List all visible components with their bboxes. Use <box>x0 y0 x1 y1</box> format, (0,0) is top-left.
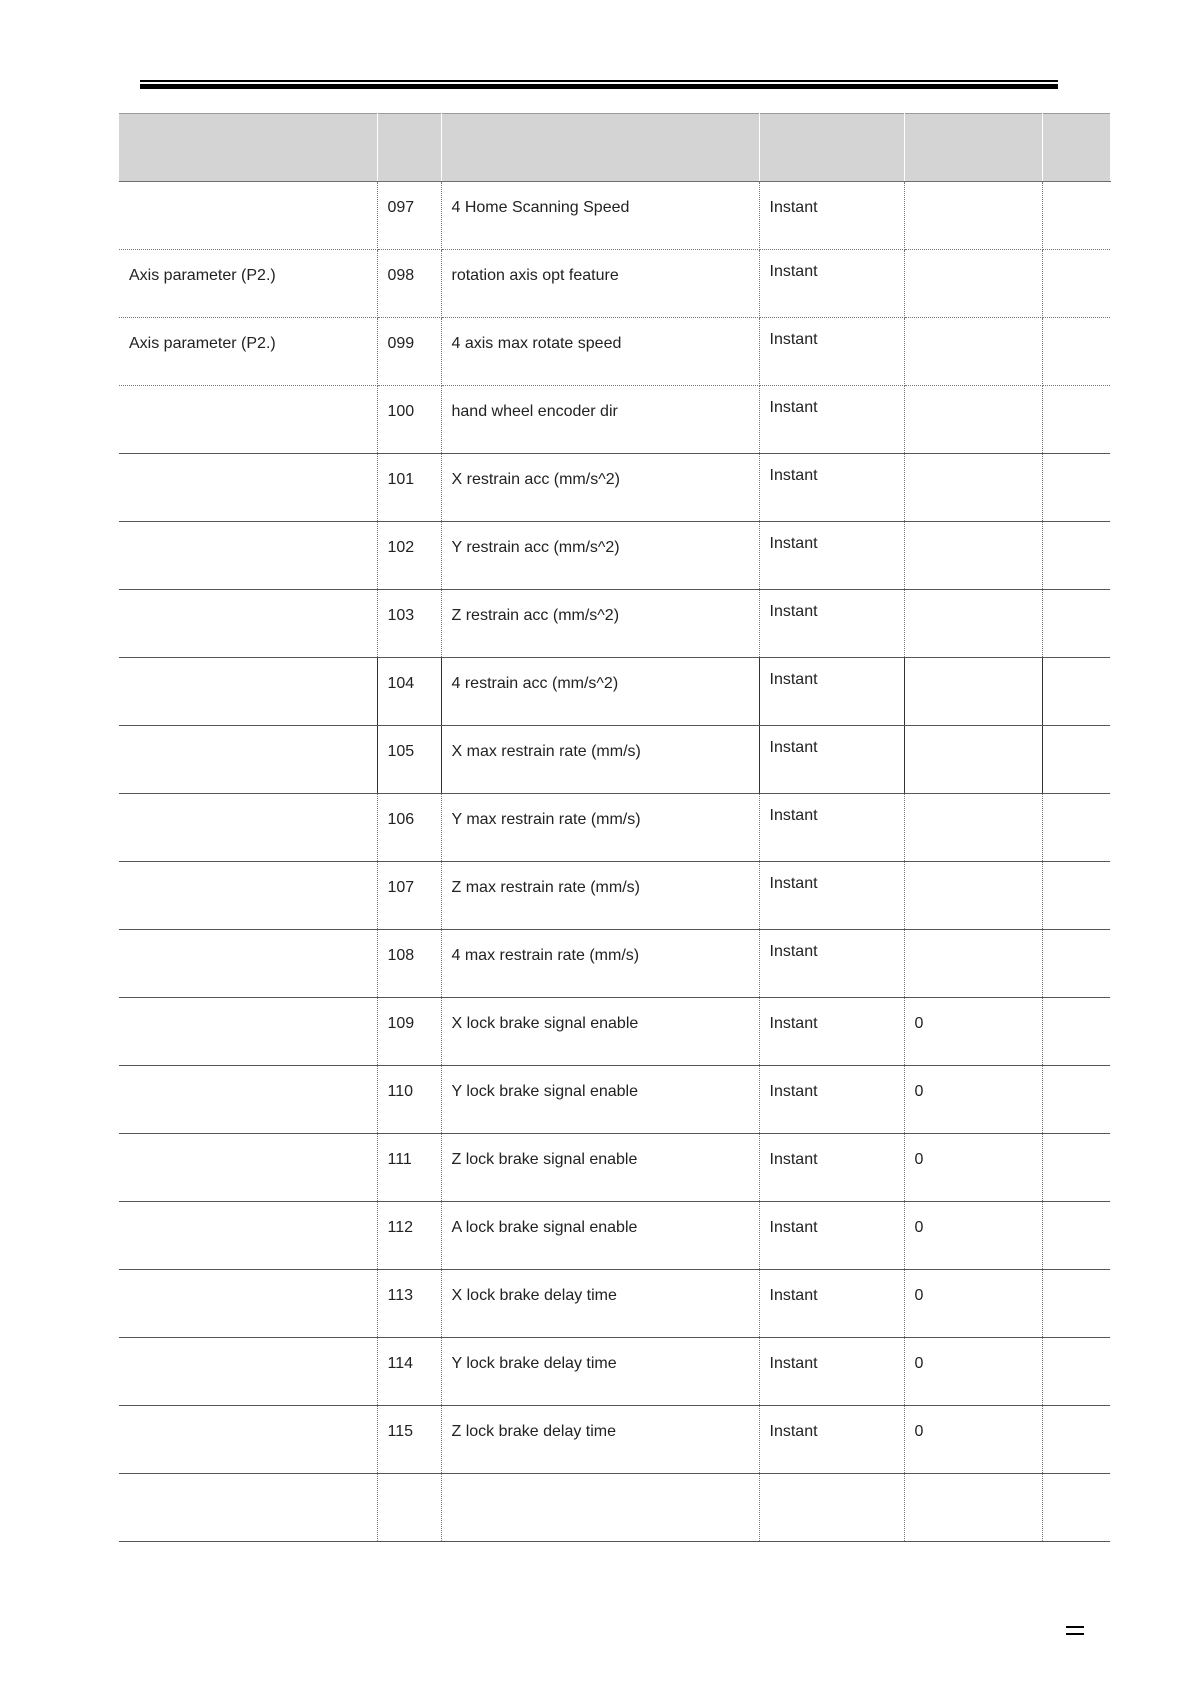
cell-name <box>441 862 759 930</box>
table-row <box>119 1338 1110 1406</box>
cell-name <box>441 522 759 590</box>
table-row <box>119 1202 1110 1270</box>
cell-category <box>119 182 377 250</box>
cell-name <box>441 998 759 1066</box>
cell-number <box>377 250 441 318</box>
table-row <box>119 658 1110 726</box>
cell-number-text: 109 <box>387 1015 415 1032</box>
cell-category <box>119 1066 377 1134</box>
cell-category <box>119 386 377 454</box>
cell-number-text <box>388 1474 441 1490</box>
cell-category-text <box>129 522 377 538</box>
cell-category <box>119 318 377 386</box>
table-row <box>119 590 1110 658</box>
cell-category-text: Axis parameter (P2.) <box>129 267 276 284</box>
cell-default <box>904 1270 1042 1338</box>
cell-number <box>377 1474 441 1542</box>
header-rule-thick <box>140 84 1058 89</box>
cell-name <box>441 454 759 522</box>
cell-default-text <box>915 522 1042 538</box>
cell-category <box>119 1202 377 1270</box>
cell-mode-text: Instant <box>769 1015 818 1032</box>
cell-default <box>904 250 1042 318</box>
cell-mode-text: Instant <box>769 671 818 688</box>
cell-default-text <box>915 590 1042 606</box>
table-header-row <box>119 114 1110 182</box>
cell-category-text <box>129 1406 377 1422</box>
cell-mode <box>759 930 904 998</box>
table-row <box>119 454 1110 522</box>
cell-name <box>441 1270 759 1338</box>
cell-mode <box>759 658 904 726</box>
cell-name <box>441 1406 759 1474</box>
cell-default <box>904 522 1042 590</box>
cell-mode-text: Instant <box>769 807 818 824</box>
cell-name-text: Y lock brake delay time <box>451 1355 617 1372</box>
cell-number-text: 097 <box>387 199 415 216</box>
cell-mode <box>759 318 904 386</box>
table-row <box>119 318 1110 386</box>
cell-extra <box>1042 1134 1110 1202</box>
cell-name-text: Y lock brake signal enable <box>451 1083 638 1100</box>
cell-mode <box>759 1338 904 1406</box>
cell-number <box>377 386 441 454</box>
cell-name <box>441 182 759 250</box>
cell-default <box>904 1474 1042 1542</box>
cell-number <box>377 862 441 930</box>
cell-number-text: 102 <box>387 539 415 556</box>
cell-mode-text: Instant <box>769 1083 818 1100</box>
cell-category <box>119 454 377 522</box>
parameter-table <box>119 113 1111 1542</box>
cell-mode-text: Instant <box>769 875 818 892</box>
cell-category <box>119 930 377 998</box>
cell-number <box>377 454 441 522</box>
cell-mode <box>759 794 904 862</box>
cell-default <box>904 862 1042 930</box>
cell-mode <box>759 998 904 1066</box>
cell-extra <box>1042 454 1110 522</box>
cell-category <box>119 250 377 318</box>
header-cell-name <box>441 114 759 182</box>
cell-default-text <box>915 182 1042 198</box>
cell-name-text: A lock brake signal enable <box>451 1219 638 1236</box>
cell-name <box>441 386 759 454</box>
cell-mode <box>759 1406 904 1474</box>
header-rule <box>140 80 1058 90</box>
cell-number-text: 103 <box>387 607 415 624</box>
cell-extra <box>1042 1474 1110 1542</box>
cell-mode <box>759 522 904 590</box>
cell-name-text: 4 Home Scanning Speed <box>451 199 630 216</box>
cell-mode <box>759 1270 904 1338</box>
cell-extra <box>1042 930 1110 998</box>
cell-number-text: 111 <box>387 1151 412 1168</box>
cell-mode <box>759 386 904 454</box>
cell-number-text: 112 <box>387 1219 414 1236</box>
header-cell-default <box>904 114 1042 182</box>
cell-number-text: 114 <box>387 1355 414 1372</box>
cell-extra <box>1042 1270 1110 1338</box>
cell-name-text: X lock brake delay time <box>451 1287 617 1304</box>
cell-number <box>377 1066 441 1134</box>
cell-category-text <box>129 182 377 198</box>
cell-default-text <box>915 250 1042 266</box>
table-row <box>119 250 1110 318</box>
cell-number-text: 113 <box>387 1287 414 1304</box>
cell-name-text: Z max restrain rate (mm/s) <box>451 879 640 896</box>
cell-default-text <box>915 794 1042 810</box>
cell-name-text: 4 restrain acc (mm/s^2) <box>451 675 619 692</box>
cell-default <box>904 726 1042 794</box>
cell-category-text <box>129 386 377 402</box>
cell-name <box>441 658 759 726</box>
cell-default-text <box>915 862 1042 878</box>
cell-category <box>119 1270 377 1338</box>
cell-category <box>119 590 377 658</box>
cell-category <box>119 1338 377 1406</box>
table-row <box>119 386 1110 454</box>
cell-number <box>377 1134 441 1202</box>
cell-mode <box>759 726 904 794</box>
cell-mode-text: Instant <box>769 739 818 756</box>
cell-default-text: 0 <box>914 1151 924 1168</box>
cell-category-text <box>129 1134 377 1150</box>
table-row <box>119 1406 1110 1474</box>
cell-name <box>441 726 759 794</box>
cell-mode-text: Instant <box>769 467 818 484</box>
cell-default <box>904 1134 1042 1202</box>
cell-extra <box>1042 522 1110 590</box>
cell-default <box>904 1406 1042 1474</box>
cell-mode-text <box>770 1474 904 1490</box>
cell-default-text <box>915 1474 1042 1490</box>
cell-default <box>904 930 1042 998</box>
cell-default <box>904 658 1042 726</box>
cell-category <box>119 1134 377 1202</box>
cell-category <box>119 522 377 590</box>
cell-name-text: X restrain acc (mm/s^2) <box>451 471 620 488</box>
cell-mode-text: Instant <box>769 263 818 280</box>
cell-name <box>441 1338 759 1406</box>
table-body <box>119 182 1110 1542</box>
cell-name-text: Z restrain acc (mm/s^2) <box>451 607 620 624</box>
cell-default-text <box>915 658 1042 674</box>
cell-name-text: X max restrain rate (mm/s) <box>451 743 641 760</box>
cell-name <box>441 1474 759 1542</box>
cell-name <box>441 1202 759 1270</box>
cell-number <box>377 794 441 862</box>
cell-mode-text: Instant <box>769 1151 818 1168</box>
cell-number-text: 115 <box>387 1423 414 1440</box>
cell-default <box>904 1066 1042 1134</box>
cell-number <box>377 658 441 726</box>
table-row <box>119 1066 1110 1134</box>
cell-name <box>441 1066 759 1134</box>
cell-extra <box>1042 998 1110 1066</box>
cell-mode <box>759 590 904 658</box>
cell-name <box>441 794 759 862</box>
cell-mode-text: Instant <box>769 1355 818 1372</box>
cell-default <box>904 998 1042 1066</box>
cell-default-text: 0 <box>914 1355 924 1372</box>
cell-name <box>441 930 759 998</box>
cell-name <box>441 318 759 386</box>
table-row <box>119 1474 1110 1542</box>
cell-number-text: 099 <box>387 335 415 352</box>
cell-default-text: 0 <box>914 1219 924 1236</box>
cell-mode <box>759 1474 904 1542</box>
cell-category <box>119 1406 377 1474</box>
cell-mode-text: Instant <box>769 1287 818 1304</box>
header-cell-category <box>119 114 377 182</box>
cell-number-text: 100 <box>387 403 415 420</box>
cell-number <box>377 182 441 250</box>
cell-default-text <box>915 930 1042 946</box>
cell-category <box>119 862 377 930</box>
cell-number <box>377 590 441 658</box>
cell-number <box>377 1202 441 1270</box>
cell-category <box>119 998 377 1066</box>
cell-mode-text: Instant <box>769 1423 818 1440</box>
cell-mode <box>759 1066 904 1134</box>
cell-mode-text: Instant <box>769 331 818 348</box>
table-row <box>119 1270 1110 1338</box>
table-row <box>119 726 1110 794</box>
cell-category-text <box>129 454 377 470</box>
cell-number-text: 098 <box>387 267 415 284</box>
cell-category-text <box>129 1270 377 1286</box>
cell-mode-text: Instant <box>769 603 818 620</box>
cell-number-text: 104 <box>387 675 415 692</box>
cell-mode-text: Instant <box>769 399 818 416</box>
cell-default-text <box>915 318 1042 334</box>
cell-default <box>904 1338 1042 1406</box>
cell-category-text <box>129 1066 377 1082</box>
cell-name-text: 4 max restrain rate (mm/s) <box>451 947 640 964</box>
cell-category-text <box>129 658 377 674</box>
cell-mode <box>759 1202 904 1270</box>
cell-number <box>377 930 441 998</box>
table-row <box>119 862 1110 930</box>
cell-name-text: Z lock brake signal enable <box>451 1151 638 1168</box>
cell-extra <box>1042 1202 1110 1270</box>
cell-category-text <box>129 1202 377 1218</box>
cell-mode <box>759 862 904 930</box>
cell-default-text: 0 <box>914 1423 924 1440</box>
cell-name-text: Z lock brake delay time <box>451 1423 617 1440</box>
cell-name <box>441 1134 759 1202</box>
cell-name-text: Y max restrain rate (mm/s) <box>451 811 641 828</box>
cell-name-text <box>452 1474 759 1490</box>
cell-name-text: X lock brake signal enable <box>451 1015 639 1032</box>
cell-number-text: 101 <box>387 471 415 488</box>
cell-category-text <box>129 998 377 1014</box>
cell-default <box>904 386 1042 454</box>
cell-extra <box>1042 318 1110 386</box>
cell-name-text: hand wheel encoder dir <box>451 403 618 420</box>
header-cell-number <box>377 114 441 182</box>
cell-default-text <box>915 386 1042 402</box>
table-row <box>119 930 1110 998</box>
cell-category <box>119 1474 377 1542</box>
cell-number-text: 107 <box>387 879 415 896</box>
cell-mode-text: Instant <box>769 943 818 960</box>
cell-mode-text: Instant <box>769 1219 818 1236</box>
table-row <box>119 182 1110 250</box>
cell-default <box>904 590 1042 658</box>
header-cell-mode <box>759 114 904 182</box>
cell-default-text: 0 <box>914 1287 924 1304</box>
cell-extra <box>1042 862 1110 930</box>
cell-default-text <box>915 454 1042 470</box>
cell-mode-text: Instant <box>769 199 818 216</box>
cell-number <box>377 522 441 590</box>
cell-category-text <box>129 726 377 742</box>
cell-category-text <box>129 862 377 878</box>
cell-default <box>904 794 1042 862</box>
table-row <box>119 522 1110 590</box>
cell-mode-text: Instant <box>769 535 818 552</box>
cell-extra <box>1042 726 1110 794</box>
cell-category-text: Axis parameter (P2.) <box>129 335 276 352</box>
cell-extra <box>1042 590 1110 658</box>
cell-extra <box>1042 794 1110 862</box>
cell-category <box>119 794 377 862</box>
cell-category-text <box>129 930 377 946</box>
cell-number-text: 105 <box>387 743 415 760</box>
cell-number <box>377 726 441 794</box>
cell-extra <box>1042 1066 1110 1134</box>
table-row <box>119 794 1110 862</box>
page-number-mark <box>1066 1626 1084 1636</box>
cell-default-text: 0 <box>914 1083 924 1100</box>
cell-extra <box>1042 1406 1110 1474</box>
cell-number <box>377 1338 441 1406</box>
cell-name <box>441 250 759 318</box>
cell-category-text <box>129 1338 377 1354</box>
cell-number-text: 108 <box>387 947 415 964</box>
cell-mode <box>759 454 904 522</box>
cell-name <box>441 590 759 658</box>
cell-category-text <box>129 590 377 606</box>
cell-extra <box>1042 386 1110 454</box>
cell-default <box>904 318 1042 386</box>
cell-default <box>904 1202 1042 1270</box>
cell-extra <box>1042 182 1110 250</box>
cell-category <box>119 726 377 794</box>
cell-name-text: 4 axis max rotate speed <box>451 335 622 352</box>
cell-default <box>904 182 1042 250</box>
cell-number <box>377 318 441 386</box>
header-rule-thin <box>140 80 1058 82</box>
cell-number-text: 106 <box>387 811 415 828</box>
cell-category-text <box>129 1474 377 1490</box>
cell-mode <box>759 1134 904 1202</box>
cell-number <box>377 1406 441 1474</box>
cell-default-text: 0 <box>914 1015 924 1032</box>
cell-category-text <box>129 794 377 810</box>
cell-category <box>119 658 377 726</box>
cell-default-text <box>915 726 1042 742</box>
cell-extra <box>1042 658 1110 726</box>
table-row <box>119 998 1110 1066</box>
cell-name-text: rotation axis opt feature <box>451 267 619 284</box>
header-cell-extra <box>1042 114 1110 182</box>
cell-number <box>377 1270 441 1338</box>
cell-number <box>377 998 441 1066</box>
cell-mode <box>759 182 904 250</box>
cell-mode <box>759 250 904 318</box>
table-row <box>119 1134 1110 1202</box>
cell-name-text: Y restrain acc (mm/s^2) <box>451 539 620 556</box>
cell-number-text: 110 <box>387 1083 414 1100</box>
cell-default <box>904 454 1042 522</box>
cell-extra <box>1042 250 1110 318</box>
cell-extra <box>1042 1338 1110 1406</box>
